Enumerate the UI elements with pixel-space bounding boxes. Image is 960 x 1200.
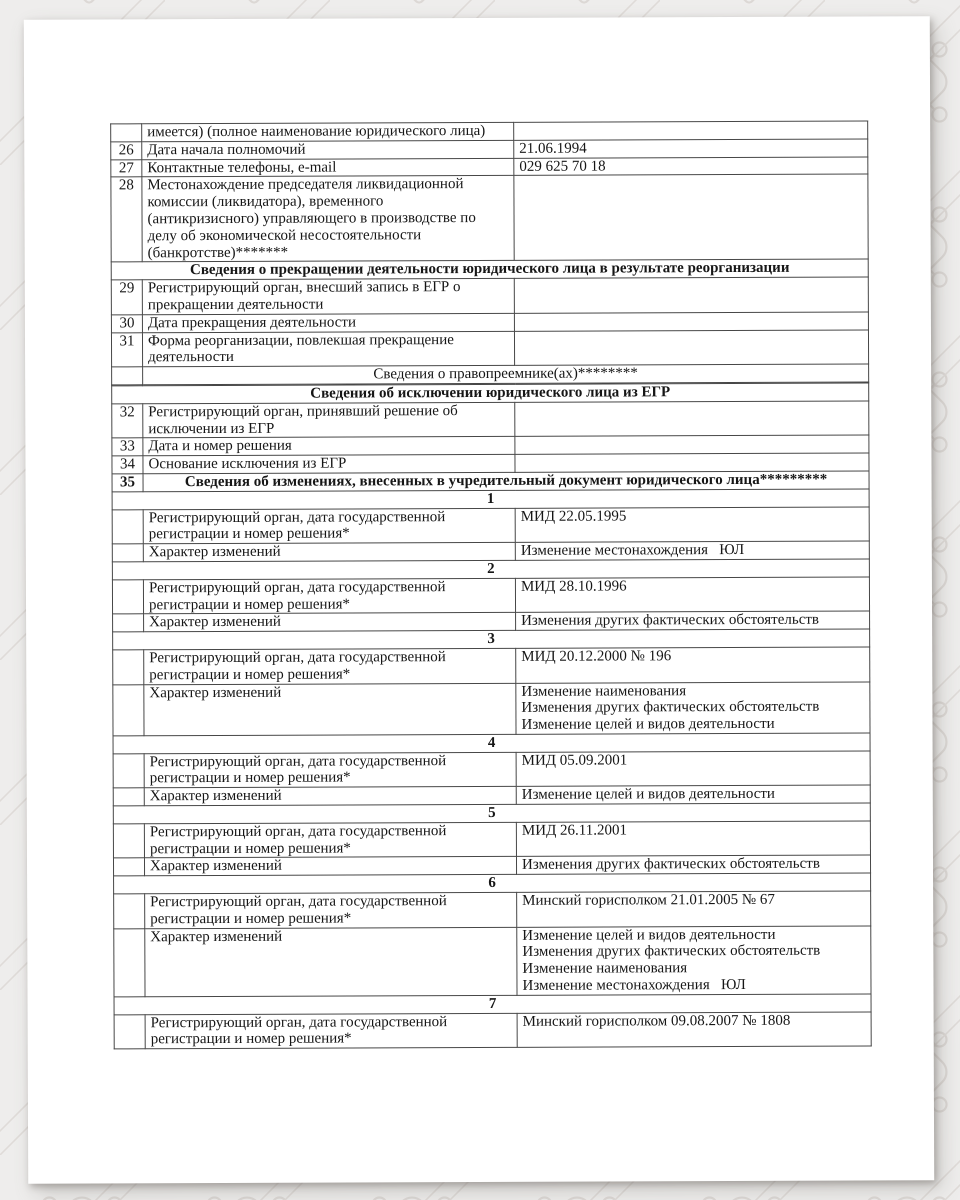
registry-table — [110, 121, 872, 1050]
table-row — [113, 682, 870, 736]
section-header-cell: Сведения об исключении юридического лица из ЕГР — [112, 383, 869, 404]
table-row — [114, 926, 871, 997]
row-number-cell — [113, 684, 144, 736]
section-header-cell: 3 — [113, 629, 870, 650]
table-row — [113, 611, 870, 632]
field-label-cell: Форма реорганизации, повлекшая прекращение деятельности — [142, 331, 514, 367]
field-value-cell: Изменение целей и видов деятельности — [516, 785, 870, 804]
row-number-cell — [111, 124, 142, 142]
field-label-cell: Регистрирующий орган, внесший запись в ЕГР о прекращении деятельности — [142, 279, 514, 315]
row-number-cell: 35 — [112, 474, 143, 492]
field-label-cell: Регистрирующий орган, дата государственной регистрации и номер решения* — [145, 1013, 517, 1049]
field-label-cell: Основание исключения из ЕГР — [143, 455, 515, 474]
registry-table-body — [111, 121, 872, 1049]
row-number-cell: 32 — [112, 404, 143, 439]
table-row — [112, 471, 869, 492]
field-label-cell: Регистрирующий орган, дата государственной регистрации и номер решения* — [145, 892, 517, 928]
row-number-cell — [114, 928, 145, 996]
row-number-cell — [112, 580, 143, 615]
section-header-cell: 7 — [114, 994, 871, 1015]
field-value-cell — [514, 121, 868, 140]
field-value-cell — [514, 312, 868, 331]
row-number-cell: 30 — [111, 315, 142, 333]
field-label-cell: Дата и номер решения — [143, 437, 515, 456]
table-row — [113, 855, 870, 876]
table-row — [111, 277, 868, 315]
field-label-cell: имеется) (полное наименование юридического лица) — [142, 122, 514, 141]
field-value-cell: МИД 28.10.1996 — [515, 577, 869, 613]
section-header-cell: Сведения о прекращении деятельности юридического лица в результате реорганизации — [111, 259, 868, 280]
section-header-cell: 2 — [112, 559, 869, 580]
row-number-cell: 28 — [111, 177, 142, 262]
field-value-cell: МИД 20.12.2000 № 196 — [516, 647, 870, 683]
row-number-cell — [113, 753, 144, 788]
field-value-cell: Изменение наименования Изменения других фактических обстоятельств Изменение целей и видов деятельности — [516, 682, 870, 735]
section-header-cell: 1 — [112, 489, 869, 510]
field-value-cell: МИД 22.05.1995 — [515, 507, 869, 543]
row-number-cell — [113, 858, 144, 876]
table-row — [113, 647, 870, 685]
section-header-cell: Сведения об изменениях, внесенных в учредительный документ юридического лица********* — [143, 471, 869, 492]
field-value-cell — [514, 174, 868, 260]
field-value-cell — [515, 453, 869, 472]
field-value-cell: Минский горисполком 09.08.2007 № 1808 — [517, 1012, 871, 1048]
field-value-cell: 029 625 70 18 — [514, 157, 868, 176]
field-label-cell: Характер изменений — [144, 787, 516, 806]
field-label-cell: Регистрирующий орган, дата государственной регистрации и номер решения* — [144, 822, 516, 858]
field-value-cell: 21.06.1994 — [514, 139, 868, 158]
field-label-cell: Регистрирующий орган, дата государственной регистрации и номер решения* — [143, 508, 515, 544]
row-number-cell: 31 — [111, 332, 142, 367]
field-label-cell: Характер изменений — [144, 857, 516, 876]
document-page — [24, 16, 934, 1183]
row-number-cell — [112, 544, 143, 562]
field-label-cell: Характер изменений — [144, 613, 516, 632]
section-header-cell: 6 — [114, 873, 871, 894]
table-row — [111, 330, 868, 368]
field-label-cell: Характер изменений — [144, 683, 516, 736]
row-number-cell — [112, 367, 143, 385]
row-number-cell — [113, 614, 144, 632]
field-label-cell: Регистрирующий орган, дата государственной регистрации и номер решения* — [144, 752, 516, 788]
row-number-cell — [114, 1014, 145, 1049]
field-value-cell: МИД 26.11.2001 — [516, 821, 870, 857]
row-number-cell — [113, 650, 144, 685]
field-value-cell: Изменения других фактических обстоятельств — [516, 855, 870, 874]
field-value-cell — [514, 330, 868, 366]
table-row — [112, 507, 869, 545]
row-number-cell — [114, 894, 145, 929]
section-header-cell: 5 — [113, 803, 870, 824]
table-row — [113, 751, 870, 789]
field-value-cell: Изменения других фактических обстоятельств — [516, 611, 870, 630]
field-value-cell: МИД 05.09.2001 — [516, 751, 870, 787]
field-label-cell: Местонахождение председателя ликвидационной комиссии (ликвидатора), временного (антикризисного) управляющего в производстве по делу об экономической несостоятельности (банкротстве)******* — [142, 176, 514, 262]
field-label-cell: Характер изменений — [143, 542, 515, 561]
section-header-cell: 4 — [113, 733, 870, 754]
row-number-cell: 29 — [111, 280, 142, 315]
row-number-cell: 34 — [112, 456, 143, 474]
row-number-cell — [113, 824, 144, 859]
field-value-cell — [515, 401, 869, 437]
field-label-cell: Регистрирующий орган, дата государственной регистрации и номер решения* — [144, 648, 516, 684]
field-label-cell: Характер изменений — [145, 927, 517, 997]
field-label-cell: Дата начала полномочий — [142, 140, 514, 159]
table-row — [114, 891, 871, 929]
field-value-cell — [514, 277, 868, 313]
field-label-cell: Регистрирующий орган, дата государственной регистрации и номер решения* — [143, 578, 515, 614]
table-row — [111, 174, 868, 262]
field-value-cell: Минский горисполком 21.01.2005 № 67 — [517, 891, 871, 927]
field-value-cell — [515, 435, 869, 454]
field-label-cell: Контактные телефоны, e-mail — [142, 158, 514, 177]
row-number-cell — [112, 509, 143, 544]
table-row — [112, 577, 869, 615]
row-number-cell: 27 — [111, 159, 142, 177]
field-label-cell: Регистрирующий орган, принявший решение об исключении из ЕГР — [143, 402, 515, 438]
row-number-cell: 33 — [112, 438, 143, 456]
row-number-cell — [113, 788, 144, 806]
table-row — [113, 785, 870, 806]
section-header-cell: Сведения о правопреемнике(ах)******** — [143, 364, 869, 385]
table-row — [112, 401, 869, 439]
table-row — [113, 821, 870, 859]
table-row — [114, 1012, 871, 1050]
row-number-cell: 26 — [111, 142, 142, 160]
field-label-cell: Дата прекращения деятельности — [142, 313, 514, 332]
field-value-cell: Изменение местонахождения ЮЛ — [515, 541, 869, 560]
field-value-cell: Изменение целей и видов деятельности Изменения других фактических обстоятельств Изменение наименования Изменение местонахождения ЮЛ — [517, 926, 871, 996]
table-row — [111, 259, 868, 280]
